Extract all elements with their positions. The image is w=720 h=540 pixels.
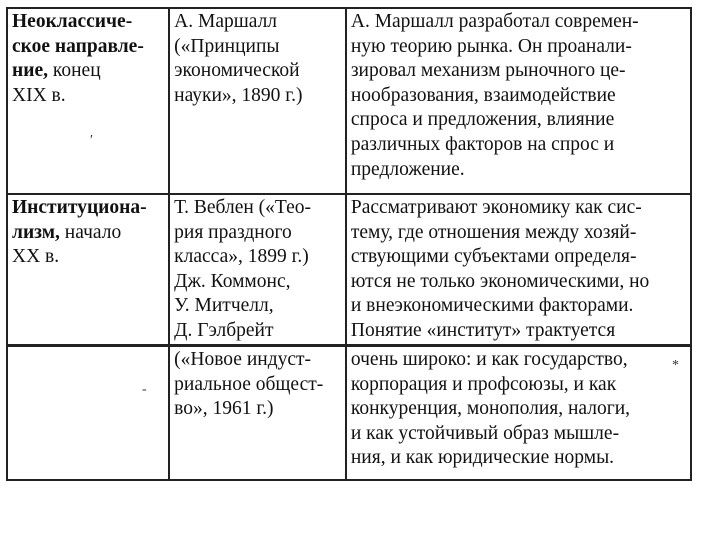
representative-line: У. Митчелл,	[174, 295, 274, 317]
description-line: очень широко: и как государство,	[350, 349, 628, 370]
description-line: ную теорию рынка. Он проанали-	[350, 35, 632, 57]
representative-line: во», 1961 г.)	[174, 398, 274, 420]
direction-cell	[7, 346, 169, 480]
representative-line: науки», 1890 г.)	[174, 84, 303, 106]
period-text: XIX в.	[12, 84, 66, 106]
representative-line: («Принципы	[174, 35, 280, 57]
description-cell	[346, 346, 691, 480]
comparison-table-top	[6, 7, 692, 346]
representative-line: класса», 1899 г.)	[174, 246, 309, 268]
period-text: конец	[48, 60, 101, 82]
description-line: Рассматривают экономику как сис-	[350, 197, 642, 218]
representative-line: Т. Веблен («Тео-	[174, 197, 311, 218]
direction-name-line: ское направле-	[12, 35, 144, 57]
representative-line: («Новое индуст-	[174, 349, 312, 370]
description-line: и как устойчивый образ мышле-	[350, 422, 620, 444]
description-line: зировал механизм рыночного це-	[350, 60, 626, 82]
direction-cell	[7, 8, 169, 194]
description-line: Понятие «институт» трактуется	[350, 319, 616, 341]
representative-line: рия праздного	[174, 221, 292, 243]
period-text: XX в.	[12, 246, 60, 268]
description-line: конкуренция, монополия, налоги,	[350, 398, 631, 420]
representatives-cell	[169, 346, 346, 480]
scan-speck: -	[142, 382, 147, 397]
description-line: нообразования, взаимодействие	[350, 84, 616, 106]
description-line: различных факторов на спрос и	[350, 133, 615, 155]
representative-line: риальное общест-	[174, 373, 324, 395]
representative-line: Дж. Коммонс,	[174, 270, 291, 292]
table-row	[7, 194, 691, 345]
description-line: спроса и предложения, влияние	[350, 109, 615, 131]
description-line: ются не только экономическими, но	[350, 270, 650, 292]
description-cell	[346, 194, 691, 345]
comparison-table-bottom	[6, 345, 692, 481]
direction-name-line: Неоклассиче-	[12, 11, 133, 32]
description-line: и внеэкономическими факторами.	[350, 295, 634, 317]
direction-name-line: лизм,	[12, 221, 60, 243]
description-cell	[346, 8, 691, 194]
description-line: предложение.	[350, 158, 465, 180]
scan-speck: ′	[90, 133, 94, 148]
representative-line: Д. Гэлбрейт	[174, 319, 274, 341]
representative-line: экономической	[174, 60, 300, 82]
description-line: ствующими субъектами определя-	[350, 246, 637, 268]
representatives-cell	[169, 8, 346, 194]
scan-speck: *	[672, 358, 679, 373]
description-line: тему, где отношения между хозяй-	[350, 221, 637, 243]
direction-cell	[7, 194, 169, 345]
direction-name-line: ние,	[12, 60, 49, 82]
description-line: корпорация и профсоюзы, и как	[350, 373, 617, 395]
representative-line: А. Маршалл	[174, 11, 278, 32]
table-row	[7, 8, 691, 194]
representatives-cell	[169, 194, 346, 345]
description-line: А. Маршалл разработал современ-	[350, 11, 639, 32]
direction-name-line: Институциона-	[12, 197, 147, 218]
table-row	[7, 346, 691, 480]
description-line: ния, и как юридические нормы.	[350, 447, 615, 469]
period-text: начало	[59, 221, 122, 243]
